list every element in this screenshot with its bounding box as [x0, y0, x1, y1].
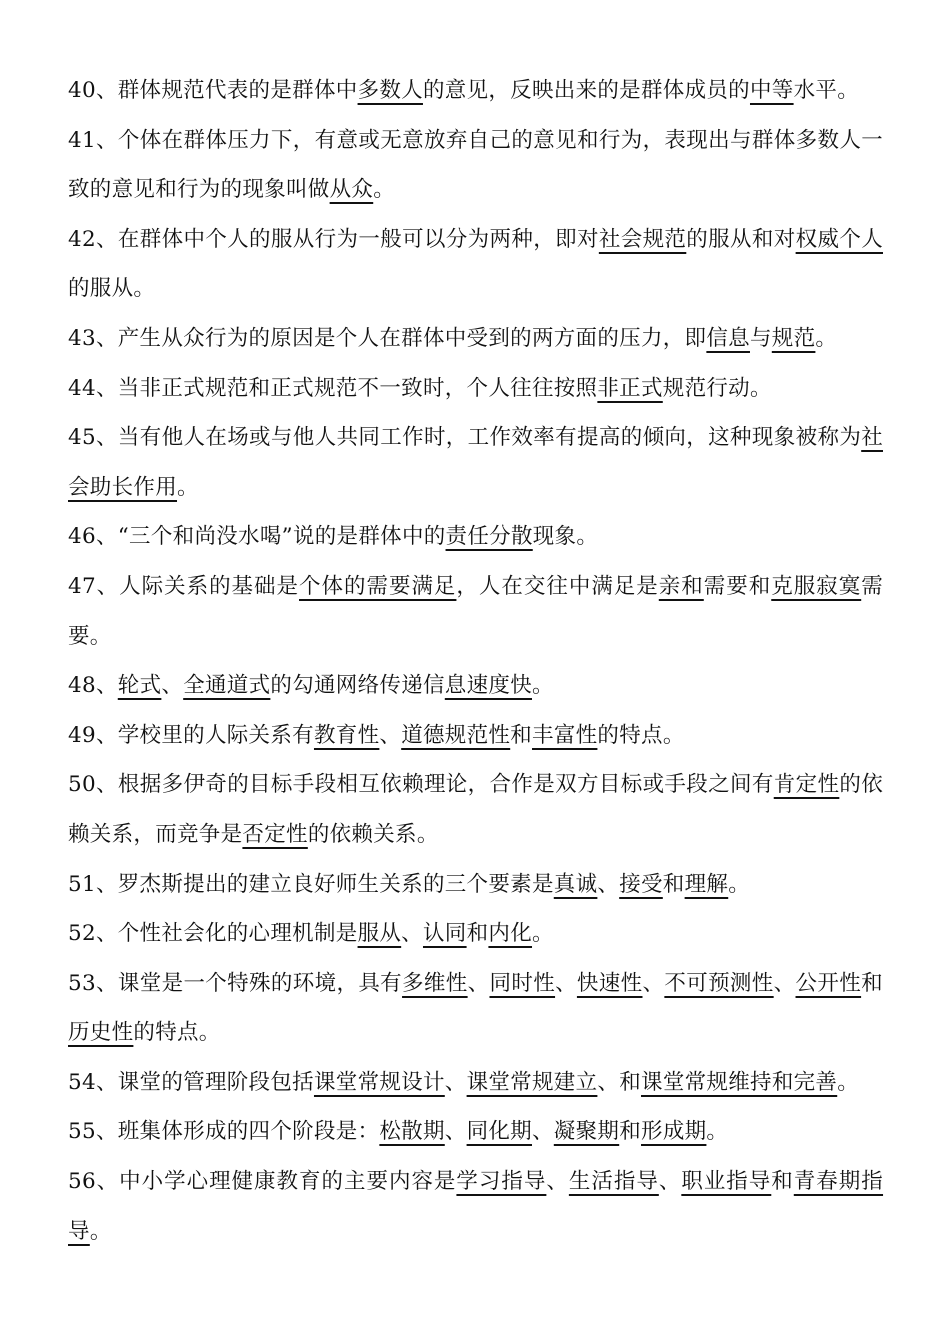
answer-blank: 松散期: [379, 1119, 445, 1145]
answer-blank: 内化: [488, 921, 533, 947]
question-item: [68, 116, 883, 215]
answer-blank: 职业指导: [681, 1169, 772, 1195]
question-item: [68, 1058, 883, 1108]
answer-blank: 规范: [771, 325, 816, 351]
question-text: 50、根据多伊奇的目标手段相互依赖理论，合作是双方目标或手段之间有: [68, 772, 774, 798]
question-item: [68, 562, 883, 661]
answer-blank: 接受: [619, 871, 663, 897]
question-item: [68, 661, 883, 711]
question-text: 。: [815, 325, 838, 351]
answer-blank: 多维性: [402, 970, 468, 996]
question-text: 、: [161, 673, 184, 699]
question-text: 53、课堂是一个特殊的环境，具有: [68, 970, 403, 996]
answer-blank: 权威个人: [795, 226, 883, 252]
question-text: 42、在群体中个人的服从行为一般可以分为两种，即对: [68, 226, 599, 252]
question-item: [68, 364, 883, 414]
question-text: 的服从。: [68, 276, 156, 302]
question-text: 。: [532, 673, 554, 699]
answer-blank: 道德规范性: [401, 722, 511, 748]
answer-blank: 教育性: [313, 722, 380, 748]
answer-blank: 课堂常规建立: [466, 1069, 598, 1095]
answer-blank: 轮式: [117, 673, 162, 699]
question-text: 的特点。: [597, 722, 685, 748]
question-text: 和: [510, 722, 533, 748]
question-text: 和: [466, 921, 489, 947]
question-text: 的勾通网络传递信: [270, 673, 445, 699]
question-text: 55、班集体形成的四个阶段是：: [68, 1119, 380, 1145]
answer-blank: 多数人: [357, 78, 423, 103]
answer-blank: 课堂常规设计: [313, 1069, 445, 1095]
question-text: 44、当非正式规范和正式规范不一致时，个人往往按照: [68, 375, 598, 401]
answer-blank: 亲和: [658, 573, 704, 599]
question-text: 、: [658, 1169, 682, 1195]
question-text: 、: [773, 970, 796, 996]
question-item: [68, 413, 883, 512]
question-text: 、: [401, 921, 423, 947]
question-text: 、: [531, 1119, 554, 1145]
question-item: [68, 215, 883, 314]
answer-blank: 公开性: [795, 970, 862, 996]
answer-blank: 凝聚期: [553, 1119, 620, 1145]
document-page: [68, 66, 883, 1256]
answer-blank: 理解: [684, 871, 729, 897]
question-text: 。: [706, 1119, 729, 1145]
answer-blank: 克服寂寞: [771, 573, 862, 599]
answer-blank: 个体的需要满足: [299, 573, 457, 599]
question-text: 。: [837, 1069, 860, 1095]
question-text: 45、当有他人在场或与他人共同工作时，工作效率有提高的倾向，这种现象被称为: [68, 425, 862, 451]
question-text: 41、个体在群体压力下，有意或无意放弃自己的意见和行为，表现出与群体多数人一致的意见和行为的现象叫做: [68, 127, 883, 203]
question-item: [68, 1157, 883, 1256]
answer-blank: 否定性: [242, 821, 308, 847]
question-text: 51、罗杰斯提出的建立良好师生关系的三个要素是: [68, 871, 554, 897]
answer-blank: 真诚: [553, 871, 598, 897]
question-text: 47、人际关系的基础是: [68, 573, 300, 599]
question-text: 现象。: [532, 524, 599, 550]
answer-blank: 形成期: [641, 1119, 707, 1145]
answer-blank: 社会助长作用: [68, 425, 883, 500]
answer-blank: 社会规范: [598, 226, 687, 252]
question-item: [68, 512, 883, 562]
question-item: [68, 760, 883, 859]
question-text: 。: [728, 871, 751, 897]
answer-blank: 中等: [749, 78, 794, 103]
question-text: 、和: [597, 1069, 642, 1095]
answer-blank: 历史性: [68, 1020, 134, 1046]
answer-blank: 责任分散: [445, 524, 533, 550]
answer-blank: 认同: [422, 921, 467, 947]
question-item: [68, 1107, 883, 1157]
question-text: 。: [89, 1218, 112, 1244]
question-text: 与: [749, 325, 772, 351]
question-text: 需要。: [68, 573, 884, 649]
question-text: 49、学校里的人际关系有: [68, 722, 314, 748]
question-text: 规范行动。: [662, 375, 772, 401]
question-text: 56、中小学心理健康教育的主要内容是: [68, 1169, 457, 1195]
question-text: 的依赖关系，而竞争是: [68, 772, 883, 847]
question-text: 、: [444, 1069, 467, 1095]
question-text: 和: [771, 1169, 794, 1195]
question-text: 52、个性社会化的心理机制是: [68, 921, 358, 947]
answer-blank: 同化期: [466, 1119, 532, 1145]
question-text: 。: [177, 474, 199, 500]
question-text: 、: [379, 722, 402, 748]
question-item: [68, 860, 883, 910]
question-item: [68, 909, 883, 959]
answer-blank: 生活指导: [568, 1169, 659, 1195]
question-item: [68, 711, 883, 761]
question-text: 的特点。: [133, 1020, 221, 1046]
answer-blank: 息速度快: [444, 673, 532, 699]
answer-blank: 丰富性: [532, 722, 598, 748]
question-text: 、: [642, 970, 665, 996]
question-text: 的意见，反映出来的是群体成员的: [422, 78, 750, 103]
question-text: 48、: [68, 673, 118, 699]
answer-blank: 从众: [329, 177, 374, 203]
question-text: 54、课堂的管理阶段包括: [68, 1069, 314, 1095]
answer-blank: 快速性: [576, 970, 643, 996]
question-text: 、: [444, 1119, 467, 1145]
answer-blank: 服从: [357, 921, 402, 947]
answer-blank: 青春期指导: [68, 1169, 884, 1244]
question-text: 、: [597, 871, 620, 897]
question-item: [68, 66, 883, 116]
question-text: 需要和: [703, 573, 772, 599]
question-text: 43、产生从众行为的原因是个人在群体中受到的两方面的压力，即: [68, 325, 707, 351]
question-text: 和: [662, 871, 685, 897]
answer-blank: 课堂常规维持和完善: [641, 1069, 838, 1095]
question-text: ，人在交往中满足是: [456, 573, 659, 599]
question-text: 水平。: [793, 78, 859, 103]
answer-blank: 不可预测性: [664, 970, 774, 996]
answer-blank: 同时性: [489, 970, 556, 996]
answer-blank: 全通道式: [183, 673, 271, 699]
question-text: 和: [861, 970, 883, 996]
question-text: 。: [532, 921, 554, 947]
question-text: 、: [555, 970, 577, 996]
answer-blank: 学习指导: [456, 1169, 547, 1195]
question-text: 、: [467, 970, 490, 996]
question-item: [68, 314, 883, 364]
question-item: [68, 959, 883, 1058]
question-text: 和: [619, 1119, 642, 1145]
question-text: 40、群体规范代表的是群体中: [68, 78, 358, 103]
question-text: 、: [546, 1169, 569, 1195]
answer-blank: 肯定性: [773, 772, 840, 798]
question-text: 46、“三个和尚没水喝”说的是群体中的: [68, 524, 446, 550]
question-text: 。: [373, 177, 396, 203]
question-text: 的依赖关系。: [307, 821, 439, 847]
answer-blank: 非正式: [597, 375, 663, 401]
answer-blank: 信息: [706, 325, 750, 351]
question-text: 的服从和对: [686, 226, 796, 252]
